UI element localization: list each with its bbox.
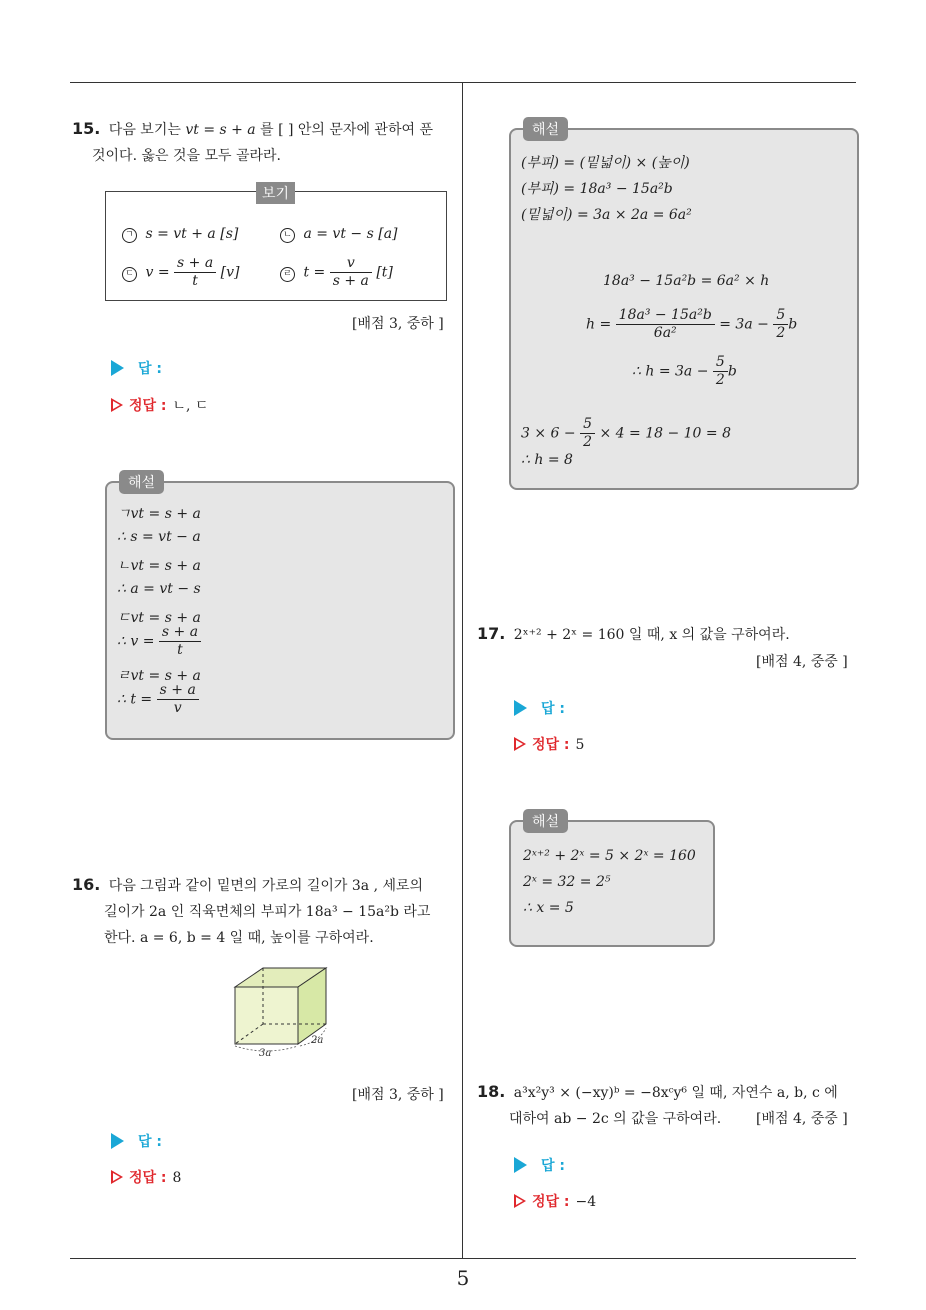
q17-correct-answer: 정답 : 5 [514,734,584,754]
q15-sol-line: ㄱvt = s + a [117,506,201,522]
q16-sol-line: ∴ h = 8 [521,452,573,468]
q15-sol-line: ∴ a = vt − s [117,581,201,597]
fig-label-depth: 2a [311,1035,324,1046]
q18-answer-field[interactable]: 답 : [514,1155,565,1175]
outline-triangle-icon [111,398,123,412]
q18-prompt: 18. a³x²y³ × (−xy)ᵇ = −8xᶜy⁶ 일 때, 자연수 a, b, c 에 대하여 ab − 2c 의 값을 구하여라. [477,1082,838,1127]
q16-sol-line: h = $\frac{\text{18a³ − 15a²b}}{\text{6a²}}$ = 3a − $\frac{5}{2}$ b [586,307,798,341]
q16-sol-line: 18a³ − 15a²b = 6a² × h [603,273,770,289]
q18-score: [배점 4, 중중 ] [756,1111,848,1127]
q17-sol-line: 2ˣ⁺² + 2ˣ = 5 × 2ˣ = 160 [523,848,696,864]
column-divider [462,82,463,1258]
q15-solution-tag: 해설 [119,470,164,494]
q16-prompt: 16. 다음 그림과 같이 밑면의 가로의 길이가 3a , 세로의 길이가 2a 인 직육면체의 부피가 18a³ − 15a²b 라고 한다. a = 6, b = 4 일 때, 높이를 구하여라. [72,875,431,946]
q15-sol-line: ㄴvt = s + a [117,558,201,574]
q16-answer-field[interactable]: 답 : [111,1131,162,1151]
q16-sol-line: (부피) = (밑넓이) × (높이) [521,155,690,171]
q15-sol-line: ∴ v = $\frac{s + a}{t}$ [117,624,201,659]
q15-bogi-tag: 보기 [256,182,295,204]
q16-sol-line: 3 × 6 − $\frac{5}{2}$ × 4 = 18 − 10 = 8 [521,416,731,450]
q16-correct-answer: 정답 : 8 [111,1167,181,1187]
bottom-rule [70,1258,856,1259]
q15-option-1: ㄱ s = vt + a [s] [122,226,238,243]
q15-sol-line: ∴ s = vt − a [117,529,201,545]
q17-number: 17. [477,624,506,643]
q15-sol-line: ∴ t = $\frac{s + a}{v}$ [117,682,199,717]
q17-sol-line: ∴ x = 5 [523,900,574,916]
q15-option-3: ㄷ v = $\frac{s + a}{t}$ [v] [122,255,239,290]
q17-prompt: 17. 2ˣ⁺² + 2ˣ = 160 일 때, x 의 값을 구하여라. [477,624,790,643]
q15-number: 15. [72,119,101,138]
play-icon [111,1133,124,1149]
q15-answer-field[interactable]: 답 : [111,358,162,378]
fig-label-width: 3a [259,1048,272,1058]
q16-sol-line: (밑넓이) = 3a × 2a = 6a² [521,207,692,223]
q17-score: [배점 4, 중중 ] [756,654,848,670]
q15-prompt: 15. 다음 보기는 vt = s + a 를 [ ] 안의 문자에 관하여 푼 것이다. 옳은 것을 모두 골라라. [72,119,433,164]
q15-option-4: ㄹ t = $\frac{v}{s + a}$ [t] [280,255,393,290]
q15-sol-line: ㄹvt = s + a [117,668,201,684]
q18-number: 18. [477,1082,506,1101]
q17-answer-field[interactable]: 답 : [514,698,565,718]
outline-triangle-icon [514,1194,526,1208]
q15-sol-line: ㄷvt = s + a [117,610,201,626]
outline-triangle-icon [514,737,526,751]
q18-correct-answer: 정답 : −4 [514,1191,596,1211]
top-rule [70,82,856,83]
outline-triangle-icon [111,1170,123,1184]
q16-number: 16. [72,875,101,894]
play-icon [514,1157,527,1173]
play-icon [111,360,124,376]
q15-score: [배점 3, 중하 ] [352,316,444,332]
q17-solution-tag: 해설 [523,809,568,833]
q16-score: [배점 3, 중하 ] [352,1087,444,1103]
cuboid-figure [225,962,337,1058]
q17-sol-line: 2ˣ = 32 = 2⁵ [523,874,611,890]
q16-solution-tag: 해설 [523,117,568,141]
q15-correct-answer: 정답 : ㄴ, ㄷ [111,395,208,415]
q16-sol-line: (부피) = 18a³ − 15a²b [521,181,673,197]
q15-option-2: ㄴ a = vt − s [a] [280,226,398,243]
play-icon [514,700,527,716]
q16-sol-line: ∴ h = 3a − $\frac{5}{2}$ b [632,354,737,388]
page-number: 5 [456,1266,470,1290]
